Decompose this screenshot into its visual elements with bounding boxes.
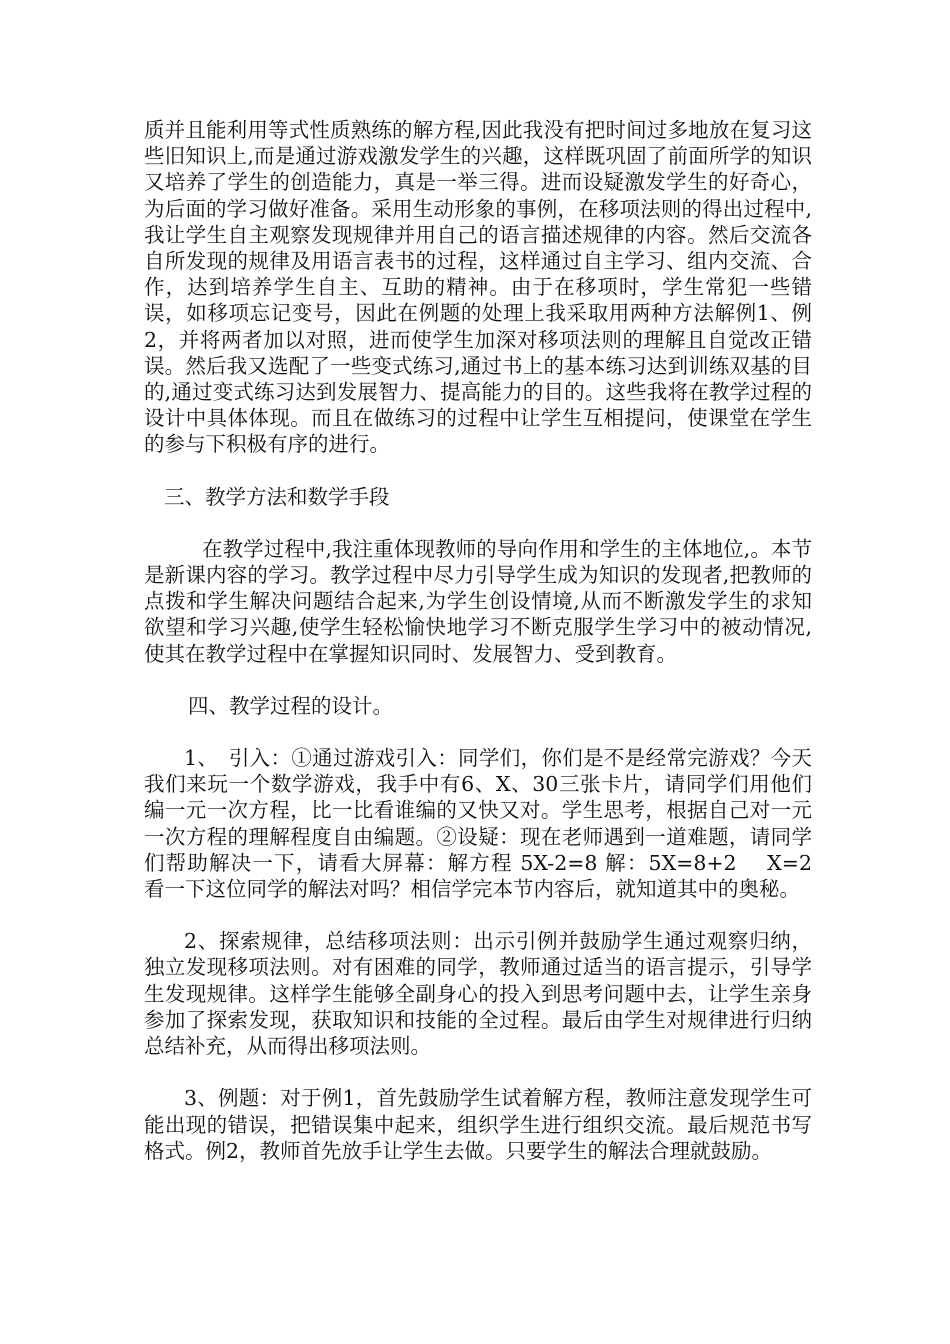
paragraph-step-explore: 2、探索规律，总结移项法则：出示引例并鼓励学生通过观察归纳，独立发现移项法则。对有困难的同学，教师通过适当的语言提示，引导学生发现规律。这样学生能够全副身心的投入到思考问题中去，让学生亲身参加了探索发现，获取知识和技能的全过程。最后由学生对规律进行归纳总结补充，从而得出移项法则。: [144, 929, 812, 1059]
paragraph-step-intro: 1、 引入：①通过游戏引入：同学们，你们是不是经常完游戏？今天我们来玩一个数学游戏，我手中有6、X、30三张卡片，请同学们用他们编一元一次方程，比一比看谁编的又快又对。学生思考，根据自己对一元一次方程的理解程度自由编题。②设疑：现在老师遇到一道难题，请同学们帮助解决一下，请看大屏幕：解方程 5X-2=8 解：5X=8+2 X=2 看一下这位同学的解法对吗？相信学完本节内容后，就知道其中的奥秘。: [144, 746, 833, 902]
paragraph-step-examples: 3、例题：对于例1，首先鼓励学生试着解方程，教师注意发现学生可能出现的错误，把错误集中起来，组织学生进行组织交流。最后规范书写格式。例2，教师首先放手让学生去做。只要学生的解法合理就鼓励。: [144, 1086, 812, 1163]
paragraph-methods: 在教学过程中,我注重体现教师的导向作用和学生的主体地位,。本节是新课内容的学习。教学过程中尽力引导学生成为知识的发现者,把教师的点拨和学生解决问题结合起来,为学生创设情境,从而不断激发学生的求知欲望和学习兴趣,使学生轻松愉快地学习不断克服学生学习中的被动情况,使其在教学过程中在掌握知识同时、发展智力、受到教育。: [144, 536, 812, 666]
section-heading-methods: 三、教学方法和数学手段: [164, 484, 390, 509]
paragraph-teaching-design: 质并且能利用等式性质熟练的解方程,因此我没有把时间过多地放在复习这些旧知识上,而是通过游戏激发学生的兴趣，这样既巩固了前面所学的知识又培养了学生的创造能力，真是一举三得。进而设疑激发学生的好奇心，为后面的学习做好准备。采用生动形象的事例，在移项法则的得出过程中,我让学生自主观察发现规律并用自己的语言描述规律的内容。然后交流各自所发现的规律及用语言表书的过程，这样通过自主学习、组内交流、合作，达到培养学生自主、互助的精神。由于在移项时，学生常犯一些错误，如移项忘记变号，因此在例题的处理上我采取用两种方法解例1、例2，并将两者加以对照，进而使学生加深对移项法则的理解且自觉改正错误。然后我又选配了一些变式练习,通过书上的基本练习达到训练双基的目的,通过变式练习达到发展智力、提高能力的目的。这些我将在教学过程的设计中具体体现。而且在做练习的过程中让学生互相提问，使课堂在学生的参与下积极有序的进行。: [144, 118, 812, 457]
section-heading-process: 四、教学过程的设计。: [188, 693, 393, 718]
document-page: [144, 117, 833, 1164]
